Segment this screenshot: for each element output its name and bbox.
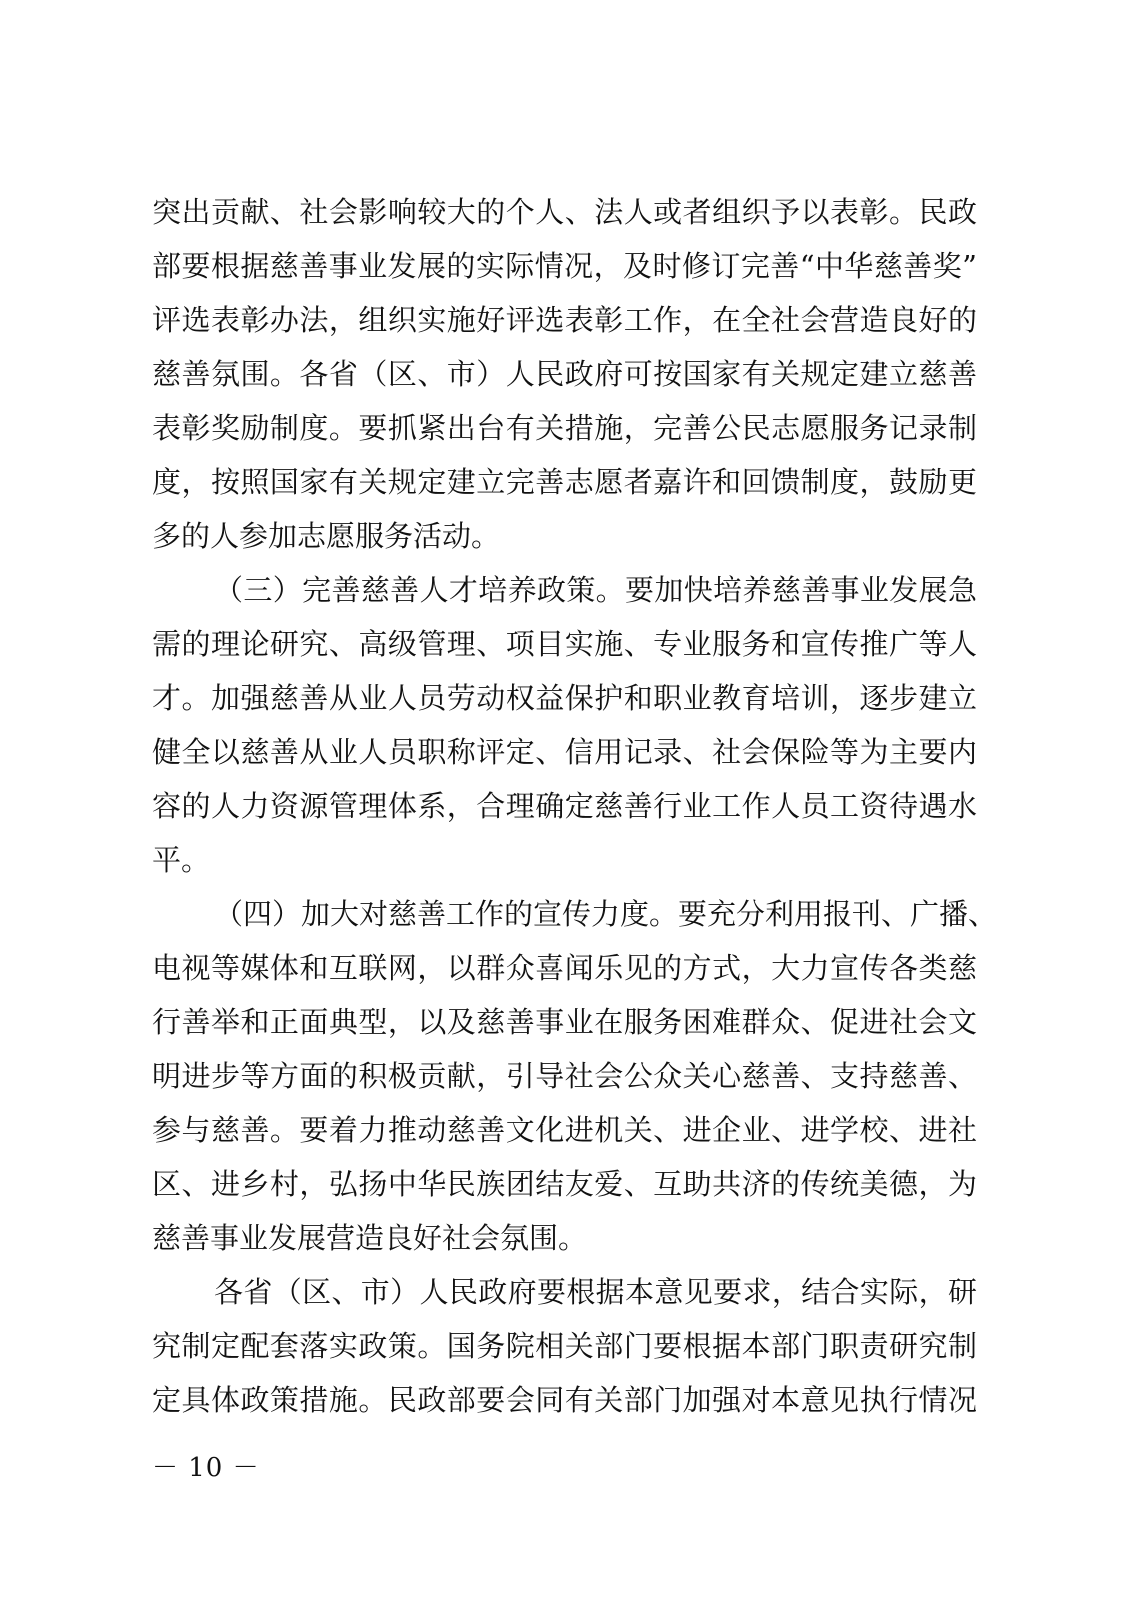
text-line: 容的人力资源管理体系，合理确定慈善行业工作人员工资待遇水 xyxy=(152,789,977,823)
text-line: 需的理论研究、高级管理、项目实施、专业服务和宣传推广等人 xyxy=(152,627,977,661)
text-line: 评选表彰办法，组织实施好评选表彰工作，在全社会营造良好的 xyxy=(152,303,977,337)
text-line: 度，按照国家有关规定建立完善志愿者嘉许和回馈制度，鼓励更 xyxy=(152,465,977,499)
text-line: 参与慈善。要着力推动慈善文化进机关、进企业、进学校、进社 xyxy=(152,1113,977,1147)
text-line: 电视等媒体和互联网，以群众喜闻乐见的方式，大力宣传各类慈 xyxy=(152,951,977,985)
text-line: 平。 xyxy=(152,843,211,877)
text-line: 多的人参加志愿服务活动。 xyxy=(152,519,501,553)
body-text xyxy=(152,185,998,1427)
text-line: 才。加强慈善从业人员劳动权益保护和职业教育培训，逐步建立 xyxy=(152,681,977,715)
text-line: 慈善氛围。各省（区、市）人民政府可按国家有关规定建立慈善 xyxy=(152,357,977,391)
text-line: 明进步等方面的积极贡献，引导社会公众关心慈善、支持慈善、 xyxy=(152,1059,977,1093)
text-line: （四）加大对慈善工作的宣传力度。要充分利用报刊、广播、 xyxy=(214,897,998,931)
text-line: 健全以慈善从业人员职称评定、信用记录、社会保险等为主要内 xyxy=(152,735,977,769)
text-line: （三）完善慈善人才培养政策。要加快培养慈善事业发展急 xyxy=(214,573,977,607)
text-line: 区、进乡村，弘扬中华民族团结友爱、互助共济的传统美德，为 xyxy=(152,1167,977,1201)
text-line: 各省（区、市）人民政府要根据本意见要求，结合实际，研 xyxy=(214,1275,977,1309)
text-line: 表彰奖励制度。要抓紧出台有关措施，完善公民志愿服务记录制 xyxy=(152,411,977,445)
text-line: 部要根据慈善事业发展的实际情况，及时修订完善“中华慈善奖” xyxy=(152,249,977,283)
text-line: 突出贡献、社会影响较大的个人、法人或者组织予以表彰。民政 xyxy=(152,195,977,229)
text-line: 慈善事业发展营造良好社会氛围。 xyxy=(152,1221,588,1255)
text-line: 定具体政策措施。民政部要会同有关部门加强对本意见执行情况 xyxy=(152,1383,977,1417)
page-number: － 10 － xyxy=(152,1453,260,1483)
text-line: 究制定配套落实政策。国务院相关部门要根据本部门职责研究制 xyxy=(152,1329,977,1363)
text-line: 行善举和正面典型，以及慈善事业在服务困难群众、促进社会文 xyxy=(152,1005,977,1039)
